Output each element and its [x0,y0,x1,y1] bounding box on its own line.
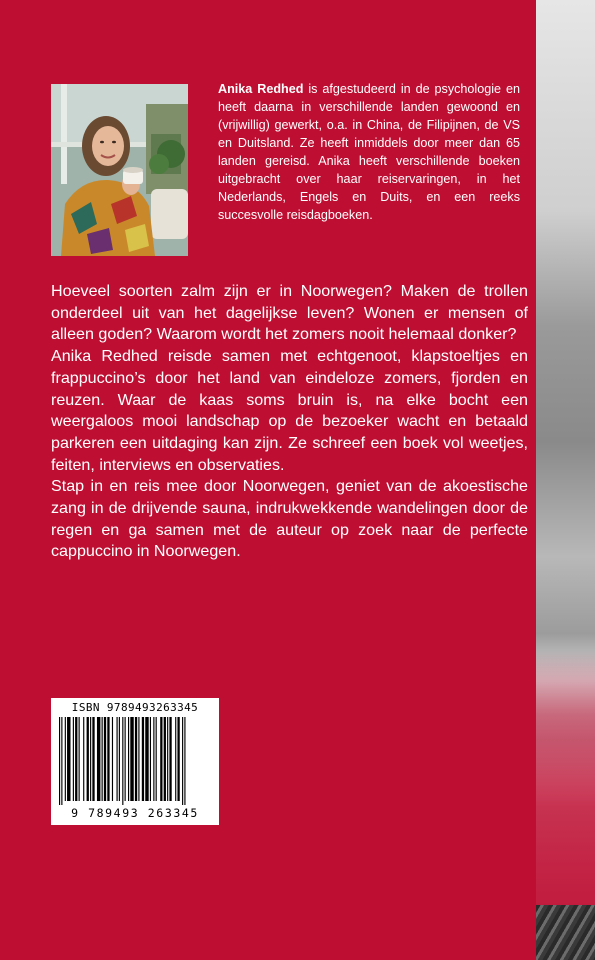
barcode-bar [177,717,179,801]
barcode-bar [104,717,106,801]
barcode-bar [92,717,94,801]
barcode-bar [79,717,80,801]
author-bio-text: is afgestudeerd in de psychologie en heeft daarna in verschillende landen gewoond en (vrijwillig) gewerkt, o.a. in China, de Filipijnen, de VS en Duitsland. Ze heeft inmiddels door meer dan 65 landen gereisd. Anika heeft verschillende boeken uitgebracht over haar reiservaringen, in het Nederlands, Engels en Duits, en een reeks succesvolle reisdagboeken. [218,82,520,222]
barcode-bar [87,717,89,801]
barcode-bar [65,717,66,801]
barcode-bar [150,717,151,801]
barcode-bar [97,717,100,801]
barcode-bars [59,717,211,805]
barcode-bar [138,717,139,801]
barcode-bar [90,717,91,801]
front-cover-rock-detail [536,905,595,960]
barcode-bar [122,717,123,805]
author-photo [51,84,188,256]
book-blurb [51,281,528,563]
barcode-bar [130,717,133,801]
barcode-bar [73,717,74,801]
barcode-bar [153,717,154,801]
barcode-bar [128,717,129,801]
barcode-bar [112,717,113,801]
blurb-paragraph: Hoeveel soorten zalm zijn er in Noorwegen? Maken de trollen onderdeel uit van het dagelijkse leven? Wonen er mensen of alleen goden? Waarom wordt het zomers nooit helemaal donker? [51,282,528,344]
barcode-bar [67,717,70,801]
barcode-bar [156,717,157,801]
barcode-bar [175,717,176,801]
blurb-paragraph: Anika Redhed reisde samen met echtgenoot, klapstoeltjes en frappuccino’s door het land van eindeloze zomers, fjorden en reuzen. Waar de kaas soms bruin is, na elke bocht een weergaloos mooi landschap op de bezoeker wacht en betaald parkeren een uitdaging kan zijn. Ze schreef een boek vol weetjes, feiten, interviews en observaties. [51,347,528,474]
barcode-bar [125,717,126,801]
barcode-bar [102,717,103,801]
barcode-bar [59,717,60,805]
barcode-bar [83,717,84,801]
barcode-bar [119,717,120,801]
author-name: Anika Redhed [218,82,304,96]
barcode-bar [164,717,166,801]
barcode-bar [117,717,118,801]
blurb-paragraph: Stap in en reis mee door Noorwegen, geniet van de akoestische zang in de drijvende sauna, indrukwekkende wandelingen door de regen en ga samen met de auteur op zoek naar de perfecte cappuccino in Noorwegen. [51,477,528,561]
barcode-bar [107,717,109,801]
author-photo-illustration [51,84,188,256]
barcode-bar [160,717,162,801]
barcode-bar [169,717,171,801]
front-cover-red-overlay [536,650,595,910]
barcode-bar [142,717,144,801]
barcode-bar [167,717,168,801]
barcode-bar [145,717,148,801]
barcode-bar [135,717,137,801]
isbn-label: ISBN 9789493263345 [71,701,199,714]
author-bio [218,80,520,224]
barcode-bar [61,717,62,805]
barcode-bar [75,717,77,801]
barcode-digits: 9 789493 263345 [71,806,199,820]
barcode-bar [182,717,183,805]
barcode-bar [184,717,185,805]
isbn-barcode [51,698,219,825]
